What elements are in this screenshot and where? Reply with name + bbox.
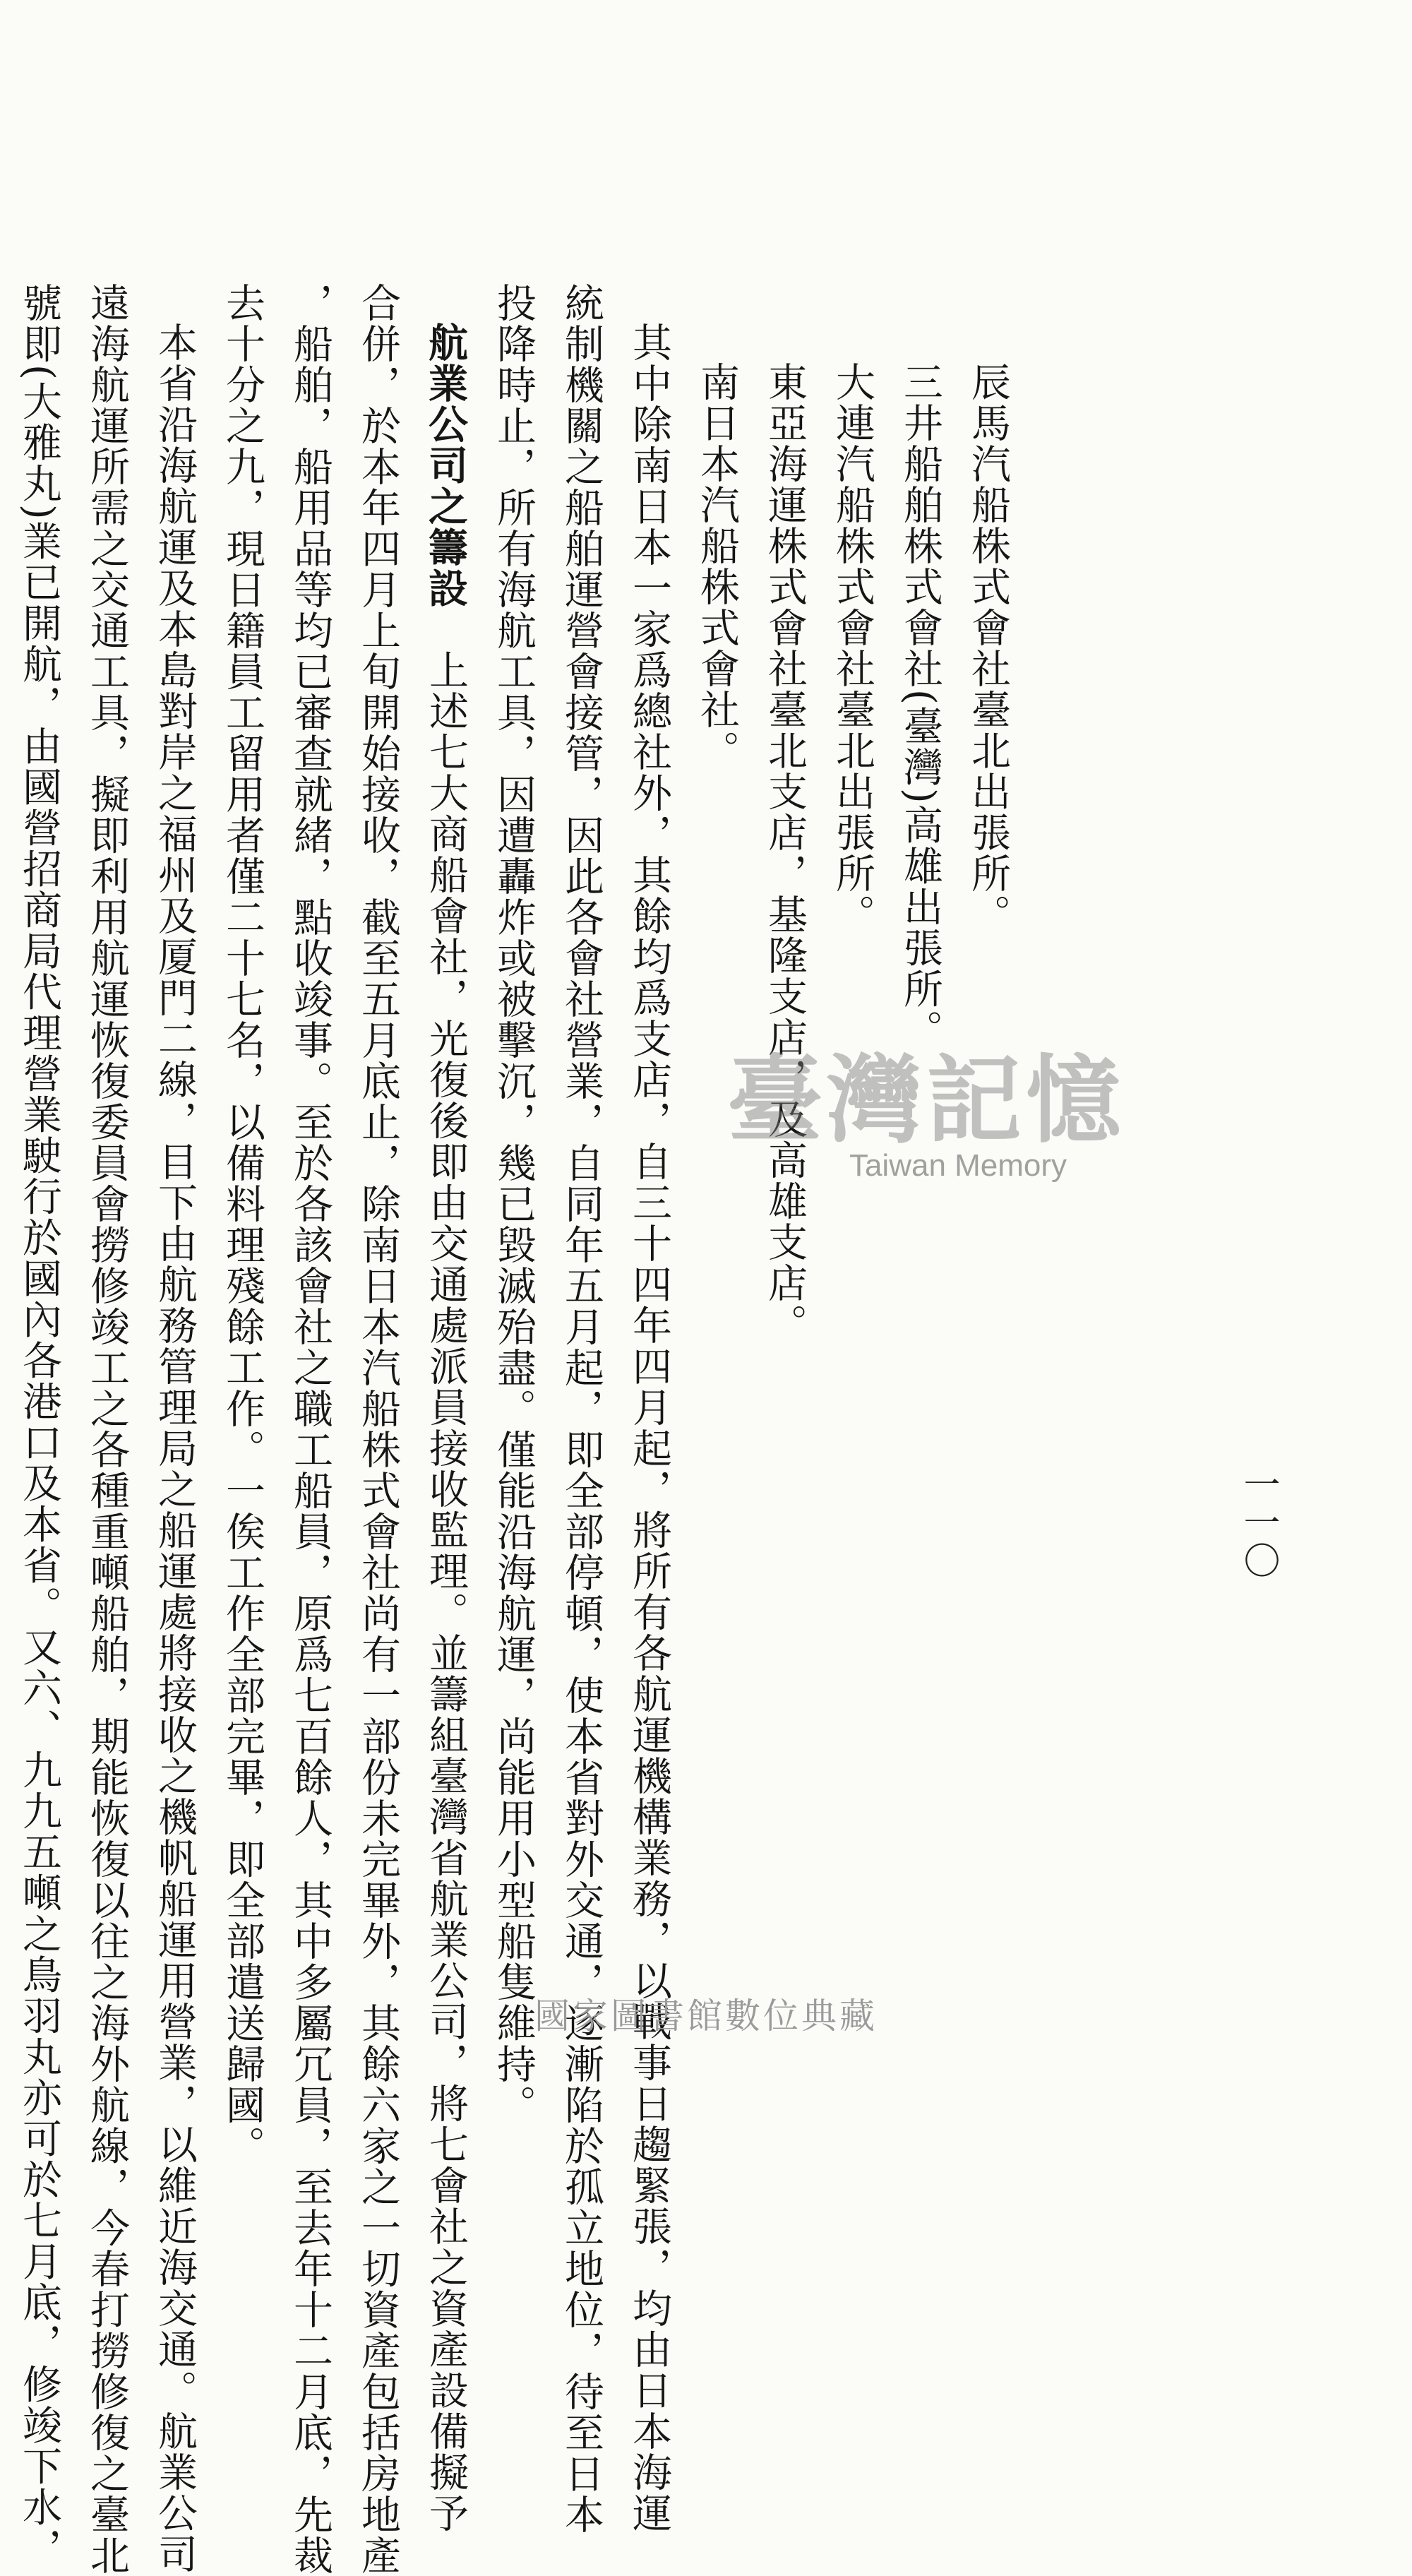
text-line: 大連汽船株式會社臺北出張所。 [830, 362, 875, 935]
text-column [13, 282, 64, 2569]
text-column [352, 282, 403, 2576]
text-line: 投降時止，所有海航工具，因遭轟炸或被擊沉，幾已毀滅殆盡。僅能沿海航運，尚能用小型船隻維持。 [491, 282, 537, 2125]
text-column [217, 282, 268, 2166]
text-line: 本省沿海航運及本島對岸之福州及厦門二線，目下由航務管理局之船運處將接收之機帆船運用營業，以維近海交通。航業公司 [152, 322, 198, 2575]
text-line: 三井船舶株式會社(臺灣)高雄出張所。 [897, 362, 943, 1051]
text-column [149, 282, 200, 2575]
text-line: 上述七大商船會社，光復後即由交通處派員接收監理。並籌組臺灣省航業公司，將七會社之資產設備擬予 [423, 650, 469, 2534]
text-column [962, 282, 1013, 1970]
watermark-subtitle: Taiwan Memory [849, 1148, 1067, 1183]
section-heading: 航業公司之籌設 [422, 322, 469, 609]
text-line: 東亞海運株式會社臺北支店，基隆支店，及高雄支店。 [762, 362, 808, 1344]
text-column [285, 282, 335, 2576]
text-line: 號即(大雅丸)業已開航，由國營招商局代理營業駛行於國內各港口及本省。又六、九九五噸之鳥羽丸亦可於七月底，修竣下水， [16, 282, 62, 2569]
page-number: 一一〇 [1237, 1465, 1279, 1580]
text-column [556, 282, 606, 2535]
text-line: ，船舶，船用品等均已審查就緒，點收竣事。至於各該會社之職工船員，原爲七百餘人，其中多屬冗員，至去年十二月底，先裁 [287, 282, 333, 2576]
text-column [420, 282, 471, 2534]
watermark-logo-text: 臺灣記憶 [727, 1044, 1125, 1156]
footer-credit: 國家圖書館數位典藏 [534, 1996, 878, 2037]
text-column [759, 282, 810, 1970]
text-column [691, 282, 742, 1970]
text-column [827, 282, 878, 1970]
text-column [81, 282, 132, 2576]
text-line: 去十分之九，現日籍員工留用者僅二十七名，以備料理殘餘工作。一俟工作全部完畢，即全部遣送歸國。 [220, 282, 265, 2166]
text-line: 統制機關之船舶運營會接管，因此各會社營業，自同年五月起，即全部停頓，使本省對外交通，逐漸陷於孤立地位，待至日本 [558, 282, 604, 2535]
text-column [895, 282, 945, 1970]
text-line: 合併，於本年四月上旬開始接收，截至五月底止，除南日本汽船株式會社尚有一部份未完畢外，其餘六家之一切資產包括房地產 [355, 282, 401, 2576]
text-line: 其中除南日本一家爲總社外，其餘均爲支店，自三十四年四月起，將所有各航運機構業務，以戰事日趨緊張，均由日本海運 [626, 322, 672, 2534]
text-line: 辰馬汽船株式會社臺北出張所。 [965, 362, 1011, 935]
text-line: 遠海航運所需之交通工具，擬即利用航運恢復委員會撈修竣工之各種重噸船舶，期能恢復以往之海外航線，今春打撈修復之臺北 [84, 282, 130, 2576]
text-column [623, 282, 674, 2534]
text-column [488, 282, 539, 2125]
text-line: 南日本汽船株式會社。 [694, 362, 740, 771]
